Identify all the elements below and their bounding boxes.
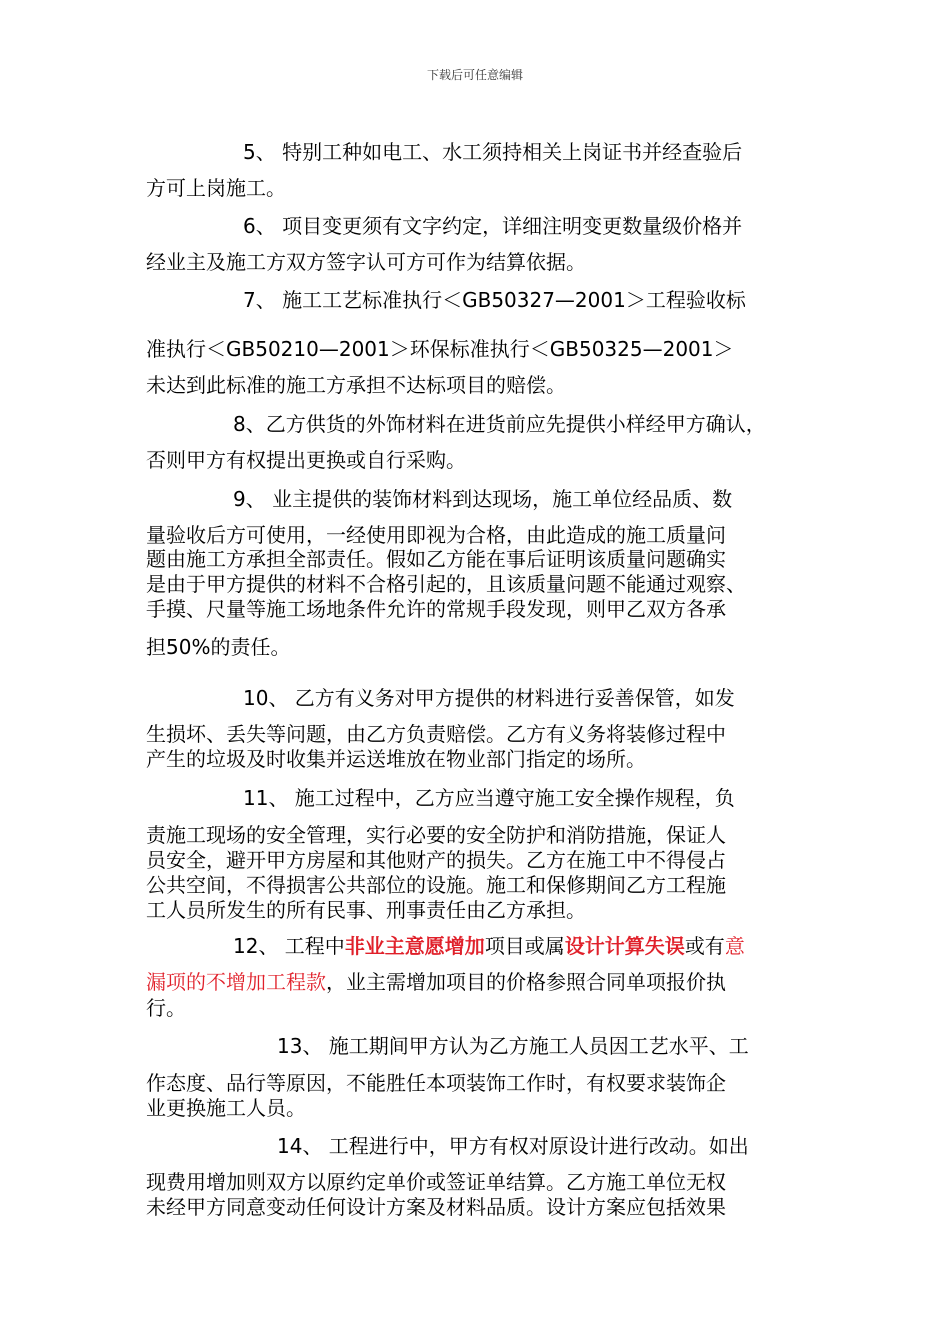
text-segment: 题由施工方承担全部责任。假如乙方能在事后证明该质量问题确实 (146, 547, 726, 571)
text-segment: 工程进行中，甲方有权对原设计进行改动。如出 (322, 1134, 749, 1158)
text-segment: 责施工现场的安全管理，实行必要的安全防护和消防措施，保证人 (146, 823, 726, 847)
text-segment: 施工工艺标准执行＜ (275, 288, 463, 312)
text-segment: ＞工程验收标 (625, 288, 746, 312)
highlighted-text: 漏项的不增加工程款 (146, 970, 326, 994)
clause-9-line-1 (233, 487, 732, 511)
highlighted-text: 非业主意愿增加 (344, 934, 485, 958)
clause-10-line-2 (146, 722, 726, 746)
clause-9-line-3 (146, 547, 726, 571)
clause-5-line-2 (146, 176, 286, 200)
text-segment: 项目或属 (484, 934, 565, 958)
text-segment: 工程中 (278, 934, 345, 958)
text-segment: GB50210—2001 (226, 337, 390, 361)
clause-11-line-1 (243, 786, 735, 810)
clause-10-line-3 (146, 747, 646, 771)
text-segment: 9、 (233, 487, 266, 511)
text-segment: 8 (233, 412, 246, 436)
text-segment: 手摸、尺量等施工场地条件允许的常规手段发现，则甲乙双方各承 (146, 597, 726, 621)
clause-7-line-3 (146, 373, 566, 397)
text-segment: 工人员所发生的所有民事、刑事责任由乙方承担。 (146, 898, 586, 922)
clause-12-line-2 (146, 970, 726, 994)
text-segment: 施工过程中，乙方应当遵守施工安全操作规程，负 (288, 786, 735, 810)
text-segment: 生损坏、丢失等问题，由乙方负责赔偿。乙方有义务将装修过程中 (146, 722, 726, 746)
text-segment: 员安全，避开甲方房屋和其他财产的损失。乙方在施工中不得侵占 (146, 848, 726, 872)
highlighted-text: 意 (724, 934, 745, 958)
clause-11-line-5 (146, 898, 586, 922)
text-segment: GB50327—2001 (462, 288, 626, 312)
text-segment: 现费用增加则双方以原约定单价或签证单结算。乙方施工单位无权 (146, 1170, 726, 1194)
text-segment: 量验收后方可使用，一经使用即视为合格，由此造成的施工质量问 (146, 523, 726, 547)
clause-7-line-1 (243, 288, 746, 312)
clause-14-line-1 (277, 1134, 749, 1158)
clause-13-line-1 (277, 1034, 749, 1058)
text-segment: GB50325—2001 (549, 337, 714, 361)
text-segment: 否则甲方有权提出更换或自行采购。 (146, 448, 466, 472)
clause-12-line-1 (233, 934, 745, 958)
clause-14-line-3 (146, 1195, 726, 1219)
clause-9-line-6 (146, 635, 290, 659)
text-segment: 产生的垃圾及时收集并运送堆放在物业部门指定的场所。 (146, 747, 646, 771)
text-segment: 经业主及施工方双方签字认可方可作为结算依据。 (146, 250, 586, 274)
text-segment: 、乙方供货的外饰材料在进货前应先提供小样经甲方确认， (245, 412, 766, 436)
page-header: 下载后可任意编辑 (426, 68, 523, 82)
text-segment: ＞环保标准执行＜ (389, 337, 550, 361)
text-segment: 7、 (243, 288, 276, 312)
text-segment: 业更换施工人员。 (146, 1096, 306, 1120)
text-segment: 乙方有义务对甲方提供的材料进行妥善保管，如发 (288, 686, 735, 710)
text-segment: 11、 (243, 786, 289, 810)
clause-9-line-2 (146, 523, 726, 547)
clause-9-line-4 (146, 572, 746, 596)
text-segment: ，业主需增加项目的价格参照合同单项报价执 (326, 970, 726, 994)
highlighted-text: 设计计算失误 (564, 934, 685, 958)
clause-11-line-3 (146, 848, 726, 872)
text-segment: ＞ (713, 337, 734, 361)
clause-12-line-3 (146, 996, 186, 1020)
clause-11-line-4 (146, 873, 726, 897)
text-segment: 担 (146, 635, 166, 659)
clause-14-line-2 (146, 1170, 726, 1194)
text-segment: 5、 (243, 140, 276, 164)
clause-13-line-2 (146, 1071, 726, 1095)
text-segment: 特别工种如电工、水工须持相关上岗证书并经查验后 (275, 140, 743, 164)
clause-10-line-1 (243, 686, 735, 710)
text-segment: 未达到此标准的施工方承担不达标项目的赔偿。 (146, 373, 566, 397)
text-segment: 业主提供的装饰材料到达现场，施工单位经品质、数 (265, 487, 733, 511)
text-segment: 13、 (277, 1034, 323, 1058)
clause-6-line-2 (146, 250, 586, 274)
clause-13-line-3 (146, 1096, 306, 1120)
text-segment: 方可上岗施工。 (146, 176, 286, 200)
text-segment: 50% (166, 635, 211, 659)
text-segment: 准执行＜ (146, 337, 226, 361)
text-segment: 作态度、品行等原因，不能胜任本项装饰工作时，有权要求装饰企 (146, 1071, 726, 1095)
text-segment: 行。 (146, 996, 186, 1020)
clause-8-line-2 (146, 448, 466, 472)
text-segment: 未经甲方同意变动任何设计方案及材料品质。设计方案应包括效果 (146, 1195, 726, 1219)
text-segment: 施工期间甲方认为乙方施工人员因工艺水平、工 (322, 1034, 749, 1058)
text-segment: 6、 (243, 214, 276, 238)
clause-11-line-2 (146, 823, 726, 847)
text-segment: 公共空间，不得损害公共部位的设施。施工和保修期间乙方工程施 (146, 873, 726, 897)
clause-9-line-5 (146, 597, 726, 621)
text-segment: 10、 (243, 686, 289, 710)
text-segment: 项目变更须有文字约定，详细注明变更数量级价格并 (275, 214, 743, 238)
clause-6-line-1 (243, 214, 742, 238)
text-segment: 的责任。 (210, 635, 291, 659)
clause-5-line-1 (243, 140, 742, 164)
text-segment: 是由于甲方提供的材料不合格引起的，且该质量问题不能通过观察、 (146, 572, 746, 596)
text-segment: 12、 (233, 934, 279, 958)
text-segment: 或有 (684, 934, 725, 958)
clause-7-line-2 (146, 337, 734, 361)
clause-8-line-1 (233, 412, 766, 436)
text-segment: 14、 (277, 1134, 323, 1158)
